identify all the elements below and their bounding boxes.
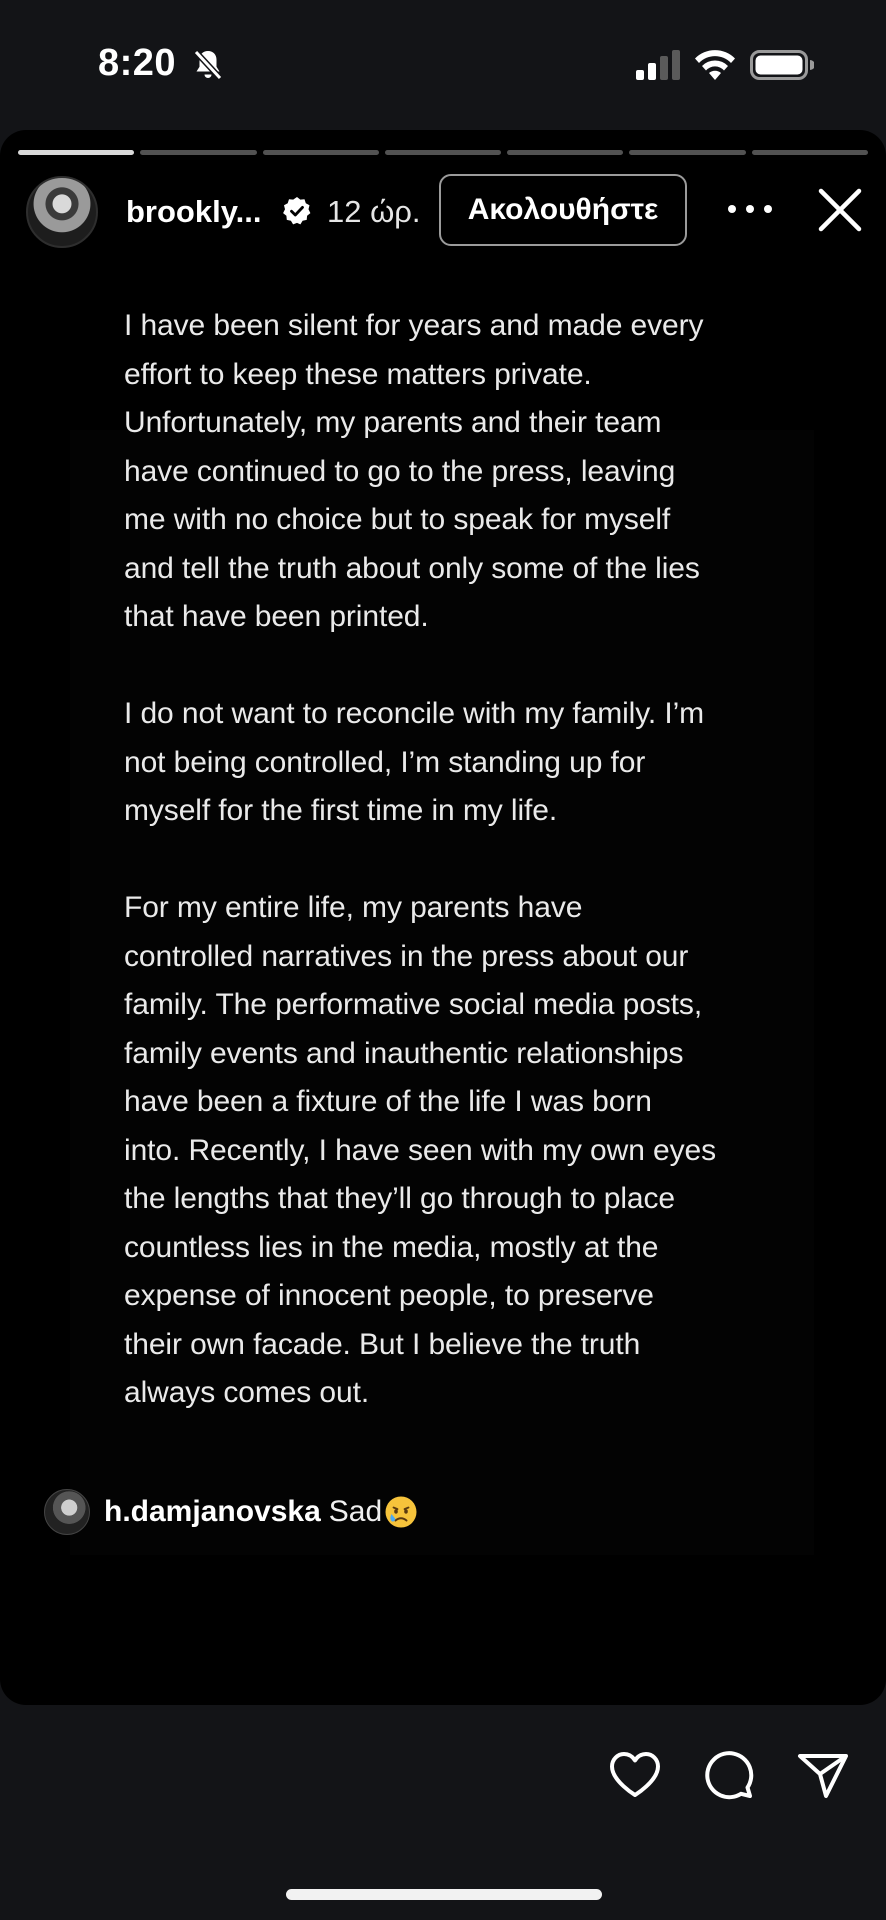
send-icon[interactable] [796,1750,850,1800]
progress-segment [18,150,134,155]
text-line: that have been printed. [124,600,429,633]
verified-badge-icon [282,196,312,226]
text-line: For my entire life, my parents have [124,891,583,924]
dot [728,205,736,213]
text-line: I do not want to reconcile with my family. I’m [124,697,705,730]
progress-segment [752,150,868,155]
text-line: controlled narratives in the press about our [124,939,689,973]
text-line: have been a fixture of the life I was born [124,1085,652,1118]
text-line: expense of innocent people, to preserve [124,1279,654,1312]
more-dots-icon[interactable] [728,194,772,224]
progress-segment [263,150,379,155]
story-username[interactable]: brookly... [126,194,262,229]
paragraph [124,884,784,1418]
text-line: myself for the first time in my life. [124,794,558,827]
battery-icon [750,50,814,80]
mention-text: Sad [328,1495,383,1528]
progress-segment [507,150,623,155]
close-icon[interactable] [816,186,864,234]
text-line: have continued to go to the press, leaving [124,454,676,488]
story-action-bar [0,1740,886,1820]
text-line: me with no choice but to speak for myself [124,503,671,536]
text-line: Unfortunately, my parents and their team [124,406,662,439]
dot [764,205,772,213]
status-bar [0,0,886,130]
home-indicator[interactable] [286,1889,602,1900]
profile-avatar[interactable] [26,176,98,248]
text-line: I have been silent for years and made every [124,309,704,342]
text-line: effort to keep these matters private. [124,357,592,391]
text-line: always comes out. [124,1376,370,1409]
story-progress-bar [18,150,868,155]
text-line: and tell the truth about only some of the lies [124,551,700,585]
story-header [0,172,886,254]
paragraph [124,302,784,642]
text-line: not being controlled, I’m standing up for [124,745,646,779]
text-line: countless lies in the media, mostly at the [124,1230,659,1264]
text-line: their own facade. But I believe the truth [124,1327,641,1361]
text-line: family events and inauthentic relationships [124,1036,684,1070]
story-time-ago: 12 ώρ. [327,194,421,229]
statement-text [124,302,784,1418]
comment-icon[interactable] [702,1748,756,1802]
sad-face-emoji-icon [384,1495,418,1529]
text-line: the lengths that they’ll go through to place [124,1182,675,1215]
wifi-icon [694,48,736,82]
text-line: into. Recently, I have seen with my own eyes [124,1133,716,1167]
status-time: 8:20 [98,42,177,84]
progress-segment [385,150,501,155]
cellular-signal-icon [636,50,680,80]
text-line: family. The performative social media posts, [124,988,703,1021]
mention-avatar [44,1489,90,1535]
mention-username[interactable]: h.damjanovska [104,1495,321,1528]
mention-sticker[interactable] [44,1488,418,1536]
heart-icon[interactable] [608,1750,662,1800]
paragraph [124,690,784,836]
follow-button[interactable]: Ακολουθήστε [439,174,687,246]
bell-slash-icon [192,48,224,82]
progress-segment [629,150,745,155]
dot [746,205,754,213]
progress-segment [140,150,256,155]
